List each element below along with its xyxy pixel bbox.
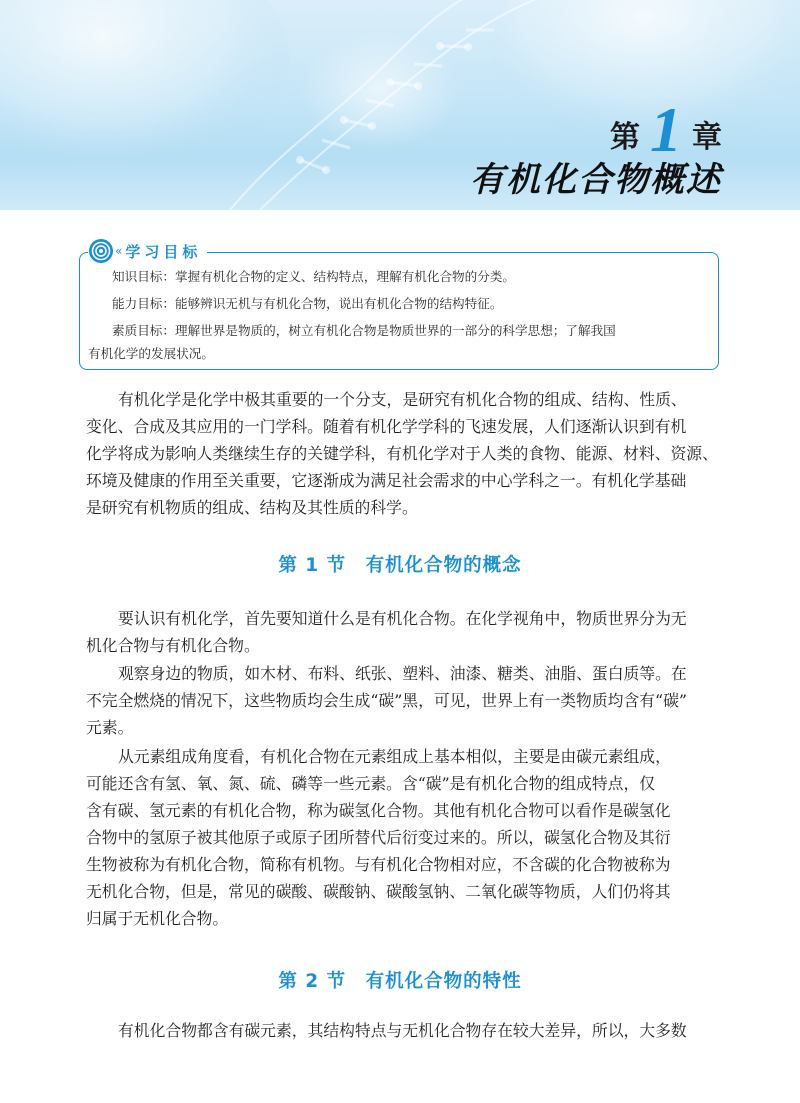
learning-goals-title: 学习目标	[125, 242, 202, 261]
text-line: 有机化学是化学中极其重要的一个分支，是研究有机化合物的组成、结构、性质、	[118, 390, 687, 409]
text-line: 归属于无机化合物。	[86, 909, 229, 928]
text-line: 合物中的氢原子被其他原子或原子团所替代后衍变过来的。所以，碳氢化合物及其衍	[86, 828, 671, 847]
section-1-paragraph-2	[86, 660, 722, 741]
text-line: 元素。	[86, 718, 134, 737]
chapter-number-digit: 1	[650, 94, 682, 165]
chapter-suffix: 章	[692, 120, 722, 155]
chapter-title: 有机化合物概述	[470, 160, 722, 200]
section-2-title: 第 2 节 有机化合物的特性	[278, 971, 522, 992]
text-line: 从元素组成角度看，有机化合物在元素组成上基本相似，主要是由碳元素组成，	[118, 747, 671, 766]
text-line: 不完全燃烧的情况下，这些物质均会生成“碳”黑，可见，世界上有一类物质均含有“碳”	[86, 691, 687, 710]
section-1-paragraph-1	[86, 605, 722, 659]
goal-quality-cont: 有机化学的发展状况。	[88, 346, 214, 361]
chapter-number	[610, 94, 722, 165]
text-line: 环境及健康的作用至关重要，它逐渐成为满足社会需求的中心学科之一。有机化学基础	[86, 471, 687, 490]
chapter-banner	[0, 0, 800, 210]
intro-paragraph	[86, 386, 722, 521]
text-line: 无机化合物，但是，常见的碳酸、碳酸钠、碳酸氢钠、二氧化碳等物质，人们仍将其	[86, 882, 671, 901]
target-icon	[88, 238, 114, 264]
section-1-title: 第 1 节 有机化合物的概念	[278, 555, 522, 576]
text-line: 要认识有机化学，首先要知道什么是有机化合物。在化学视角中，物质世界分为无	[118, 609, 687, 628]
text-line: 含有碳、氢元素的有机化合物，称为碳氢化合物。其他有机化合物可以看作是碳氢化	[86, 801, 671, 820]
text-line: 机化合物与有机化合物。	[86, 636, 260, 655]
text-line: 生物被称为有机化合物，简称有机物。与有机化合物相对应，不含碳的化合物被称为	[86, 855, 671, 874]
goal-ability: 能力目标：能够辨识无机与有机化合物，说出有机化合物的结构特征。	[112, 296, 503, 311]
goal-knowledge: 知识目标：掌握有机化合物的定义、结构特点，理解有机化合物的分类。	[112, 269, 515, 284]
section-2-paragraph-1	[86, 1017, 722, 1044]
goal-quality: 素质目标：理解世界是物质的，树立有机化合物是物质世界的一部分的科学思想；了解我国	[112, 323, 616, 338]
double-arrow-icon: «	[115, 244, 123, 258]
text-line: 变化、合成及其应用的一门学科。随着有机化学学科的飞速发展，人们逐渐认识到有机	[86, 417, 687, 436]
text-line: 化学将成为影响人类继续生存的关键学科，有机化学对于人类的食物、能源、材料、资源、	[86, 444, 718, 463]
text-line: 是研究有机物质的组成、结构及其性质的科学。	[86, 498, 418, 517]
text-line: 观察身边的物质，如木材、布料、纸张、塑料、油漆、糖类、油脂、蛋白质等。在	[118, 664, 687, 683]
learning-goals-header	[88, 238, 207, 264]
section-1-paragraph-3	[86, 743, 722, 932]
text-line: 可能还含有氢、氧、氮、硫、磷等一些元素。含“碳”是有机化合物的组成特点，仅	[86, 774, 656, 793]
text-line: 有机化合物都含有碳元素，其结构特点与无机化合物存在较大差异，所以，大多数	[118, 1021, 687, 1040]
chapter-prefix: 第	[610, 120, 640, 155]
